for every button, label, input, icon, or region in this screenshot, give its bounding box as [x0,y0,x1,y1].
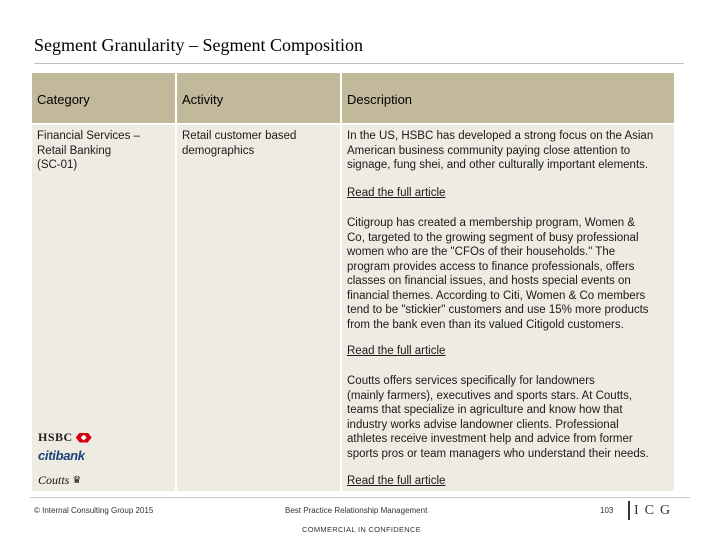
footer-divider [30,497,690,498]
description-citi [347,216,672,332]
read-article-link-citi[interactable]: Read the full article [347,345,446,357]
footer-confidential: COMMERCIAL IN CONFIDENCE [302,525,422,534]
description-line: Citigroup has created a membership program, Women & [347,217,636,229]
hsbc-logo [38,430,92,445]
description-line: classes on financial issues, and hosts special events on [347,275,631,287]
page-number: 103 [600,506,614,515]
header-category: Category [37,92,90,107]
header-activity: Activity [182,92,224,107]
description-line: athletes receive investment help and advice from former [347,433,633,445]
description-line: American business community paying close attention to [347,144,631,157]
description-line: (mainly farmers), executives and sports stars. At Coutts, [347,389,633,402]
description-line: Co, targeted to the growing segment of busy professional [347,231,639,244]
description-line: program provides access to finance professionals, offers [347,260,635,273]
description-line: industry works advise landowner clients. Professional [347,418,619,431]
description-line: financial themes. According to Citi, Women & Co members [347,289,646,302]
coutts-logo [38,473,81,488]
citibank-logo [38,448,85,463]
description-line: teams that specialize in agriculture and know how that [347,404,623,416]
description-line: from the bank even than its valued Citigold customers. [347,318,624,331]
column-divider [175,73,177,491]
activity-line: Retail customer based [182,130,297,142]
activity-line: demographics [182,144,255,157]
footer-subtitle: Best Practice Relationship Management [285,506,428,515]
description-line: tend to be "stickier" customers and use 15% more products [347,304,649,316]
description-coutts [347,374,672,461]
crown-icon: ♛ [72,475,82,486]
hsbc-hexagon-icon [76,433,92,443]
read-article-link-coutts[interactable]: Read the full article [347,475,446,487]
header-divider [32,123,674,125]
footer-copyright: © Internal Consulting Group 2015 [34,506,154,515]
coutts-wordmark: Coutts [38,473,70,487]
description-line: women who are the "CFOs of their households." The [347,246,616,258]
segment-table [32,73,674,491]
column-divider [340,73,342,491]
citibank-wordmark: citibank [38,448,85,463]
category-line: (SC-01) [37,159,78,171]
category-cell [37,129,172,173]
header-description: Description [347,92,413,107]
category-line: Retail Banking [37,144,112,157]
description-line: Coutts offers services specifically for landowners [347,375,595,387]
activity-cell [182,129,337,158]
title-divider [34,63,684,64]
read-article-link-hsbc[interactable]: Read the full article [347,187,446,199]
category-line: Financial Services – [37,130,140,142]
slide-title: Segment Granularity – Segment Composition [34,35,363,55]
description-line: signage, fung shei, and other culturally important elements. [347,159,649,171]
description-line: In the US, HSBC has developed a strong focus on the Asian [347,130,654,142]
description-hsbc [347,129,672,173]
description-line: sports pros or team managers who understand their needs. [347,447,649,460]
hsbc-wordmark: HSBC [38,430,73,444]
icg-logo: ICG [628,501,680,520]
